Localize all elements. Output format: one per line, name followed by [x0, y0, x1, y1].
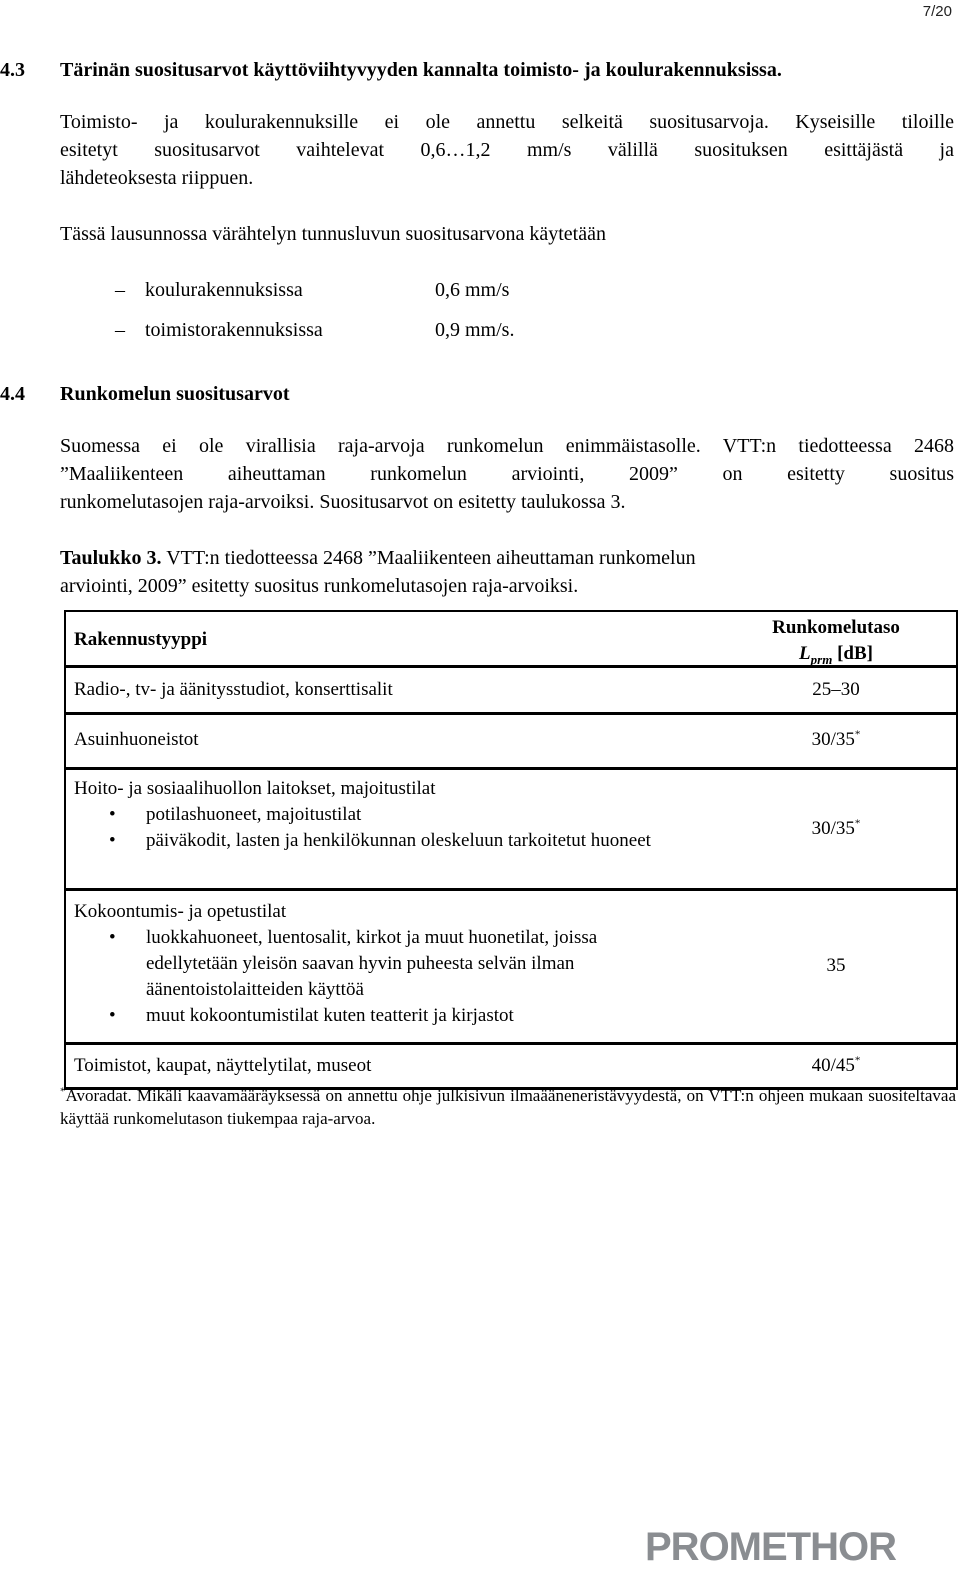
- table-caption: [60, 544, 954, 572]
- section-heading-4-4: [0, 380, 950, 408]
- recommendation-item: [115, 316, 595, 344]
- paragraph-line: Suomessa ei ole virallisia raja-arvoja runkomelun enimmäistasolle. VTT:n tiedotteessa 2468: [60, 435, 954, 457]
- row-bullet-list: [74, 925, 674, 1029]
- bullet-text: potilashuoneet, majoitustilat: [146, 804, 362, 825]
- table-header-row: [66, 612, 956, 668]
- footnote-star: *: [60, 1085, 66, 1098]
- page-number: 7/20: [922, 3, 952, 20]
- table-caption-label: Taulukko 3.: [60, 547, 162, 569]
- section-number: 4.3: [0, 59, 25, 81]
- footnote-star: *: [854, 1054, 861, 1067]
- value-text: 40/45: [811, 1055, 855, 1076]
- bullet-marker: •: [109, 804, 116, 825]
- noise-limit-table: [64, 610, 958, 1090]
- footnote-star: *: [854, 728, 861, 741]
- row-building-type-group: [74, 899, 674, 1029]
- bullet-item: [74, 828, 674, 854]
- value-text: 25–30: [812, 679, 860, 700]
- row-noise-value: [766, 1053, 906, 1079]
- table-caption-line: arviointi, 2009” esitetty suositus runkomelutasojen raja-arvoiksi.: [60, 575, 579, 597]
- paragraph-line: runkomelutasojen raja-arvoiksi. Suositusarvot on esitetty taulukossa 3.: [60, 491, 626, 513]
- recommended-value: 0,6 mm/s: [435, 279, 510, 301]
- header-noise-level: [766, 615, 906, 673]
- row-bullet-list: [74, 802, 674, 854]
- section-number: 4.4: [0, 383, 25, 405]
- row-noise-value: [766, 816, 906, 842]
- bullet-item: [74, 802, 674, 828]
- footnote-star: *: [854, 817, 861, 830]
- header-noise-level-label: Runkomelutaso: [772, 617, 900, 638]
- row-building-type-group: [74, 776, 674, 854]
- row-building-type: Toimistot, kaupat, näyttelytilat, museot: [74, 1055, 372, 1076]
- paragraph-line: esitetyt suositusarvot vaihtelevat 0,6…1,2 mm/s välillä suosituksen esittäjästä ja: [60, 139, 954, 161]
- bullet-marker: •: [109, 830, 116, 851]
- recommended-value: 0,9 mm/s.: [435, 319, 515, 341]
- row-building-type: Kokoontumis- ja opetustilat: [74, 901, 287, 922]
- paragraph-intro: Tässä lausunnossa värähtelyn tunnusluvun suositusarvona käytetään: [60, 223, 606, 245]
- header-subscript: prm: [810, 651, 833, 667]
- bullet-text: päiväkodit, lasten ja henkilökunnan oleskeluun tarkoitetut huoneet: [146, 830, 651, 851]
- bullet-item: [74, 1003, 674, 1029]
- bullet-text: muut kokoontumistilat kuten teatterit ja kirjastot: [146, 1005, 514, 1026]
- paragraph-line: lähdeteoksesta riippuen.: [60, 167, 254, 189]
- dash-marker: –: [115, 319, 125, 341]
- value-text: 30/35: [811, 818, 855, 839]
- value-text: 35: [826, 955, 846, 976]
- table-caption-text: VTT:n tiedotteessa 2468 ”Maaliikenteen aiheuttaman runkomelun: [161, 547, 696, 569]
- value-text: 30/35: [811, 729, 855, 750]
- table-footnote: [60, 1084, 956, 1130]
- bullet-marker: •: [109, 927, 116, 948]
- row-noise-value: [766, 727, 906, 753]
- table-row: [66, 891, 956, 1045]
- section-title: Tärinän suositusarvot käyttöviihtyvyyden kannalta toimisto- ja koulurakennuksissa.: [60, 59, 782, 81]
- bullet-item: [74, 925, 674, 1003]
- row-noise-value: [766, 677, 906, 703]
- dash-marker: –: [115, 279, 125, 301]
- header-unit: [dB]: [832, 643, 873, 664]
- paragraph-line: ”Maaliikenteen aiheuttaman runkomelun arviointi, 2009” on esitetty suositus: [60, 463, 954, 485]
- paragraph-line: Toimisto- ja koulurakennuksille ei ole annettu selkeitä suositusarvoja. Kyseisille tiloille: [60, 111, 954, 133]
- section-heading-4-3: [0, 56, 950, 84]
- recommendation-item: [115, 276, 595, 304]
- building-type: toimistorakennuksissa: [145, 319, 323, 341]
- row-building-type: Hoito- ja sosiaalihuollon laitokset, majoitustilat: [74, 778, 436, 799]
- logo-text: PROMETHOR: [645, 1525, 896, 1566]
- row-building-type: Asuinhuoneistot: [74, 729, 199, 750]
- header-building-type: Rakennustyyppi: [74, 629, 208, 650]
- bullet-marker: •: [109, 1005, 116, 1026]
- bullet-text: luokkahuoneet, luentosalit, kirkot ja muut huonetilat, joissa edellytetään yleisön saavan hyvin puheesta selvän ilman äänentoistolaitteiden käyttöä: [146, 927, 598, 1000]
- section-title: Runkomelun suositusarvot: [60, 383, 290, 405]
- table-row: [66, 668, 956, 715]
- header-symbol: L: [799, 643, 811, 664]
- building-type: koulurakennuksissa: [145, 279, 303, 301]
- footnote-text: Avoradat. Mikäli kaavamääräyksessä on annettu ohje julkisivun ilmaääneneristävyydestä, on VTT:n ohjeen mukaan suositeltavaa käyttää runkomelutason tiukempaa raja-arvoa.: [60, 1086, 956, 1128]
- row-noise-value: [766, 953, 906, 979]
- table-row: [66, 715, 956, 770]
- table-row: [66, 770, 956, 891]
- row-building-type: Radio-, tv- ja äänitysstudiot, konserttisalit: [74, 679, 393, 700]
- promethor-logo: [645, 1522, 955, 1566]
